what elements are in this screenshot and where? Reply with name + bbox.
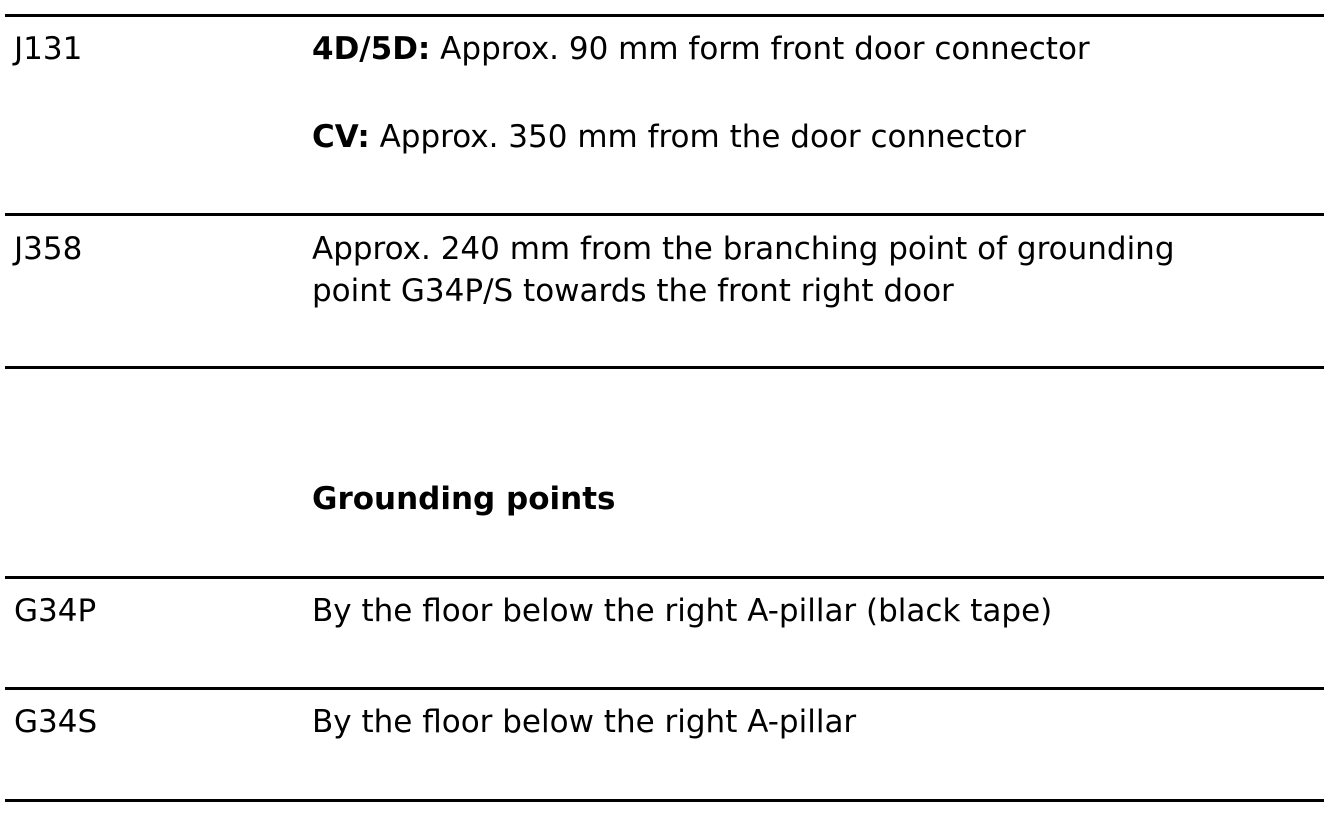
grounding-point-location: By the floor below the right A-pillar (black tape) bbox=[312, 593, 1053, 629]
row-divider bbox=[5, 213, 1324, 216]
grounding-point-location: By the floor below the right A-pillar bbox=[312, 704, 857, 740]
grounding-point-id: G34S bbox=[14, 704, 98, 740]
table-bottom-rule bbox=[5, 799, 1324, 802]
location-text: Approx. 90 mm form front door connector bbox=[430, 31, 1090, 67]
connector-id: J358 bbox=[14, 231, 83, 267]
row-divider bbox=[5, 576, 1324, 579]
connector-location bbox=[312, 28, 1312, 70]
section-heading: Grounding points bbox=[312, 481, 616, 517]
connector-id: J131 bbox=[14, 31, 83, 67]
table-top-rule bbox=[5, 14, 1324, 17]
connector-location bbox=[312, 228, 1312, 312]
variant-label: CV: bbox=[312, 119, 370, 155]
location-text-line: point G34P/S towards the front right door bbox=[312, 273, 954, 309]
connector-location bbox=[312, 116, 1312, 158]
row-divider bbox=[5, 366, 1324, 369]
variant-label: 4D/5D: bbox=[312, 31, 431, 67]
location-text: Approx. 350 mm from the door connector bbox=[369, 119, 1026, 155]
row-divider bbox=[5, 687, 1324, 690]
grounding-point-id: G34P bbox=[14, 593, 97, 629]
location-text-line: Approx. 240 mm from the branching point of grounding bbox=[312, 231, 1175, 267]
